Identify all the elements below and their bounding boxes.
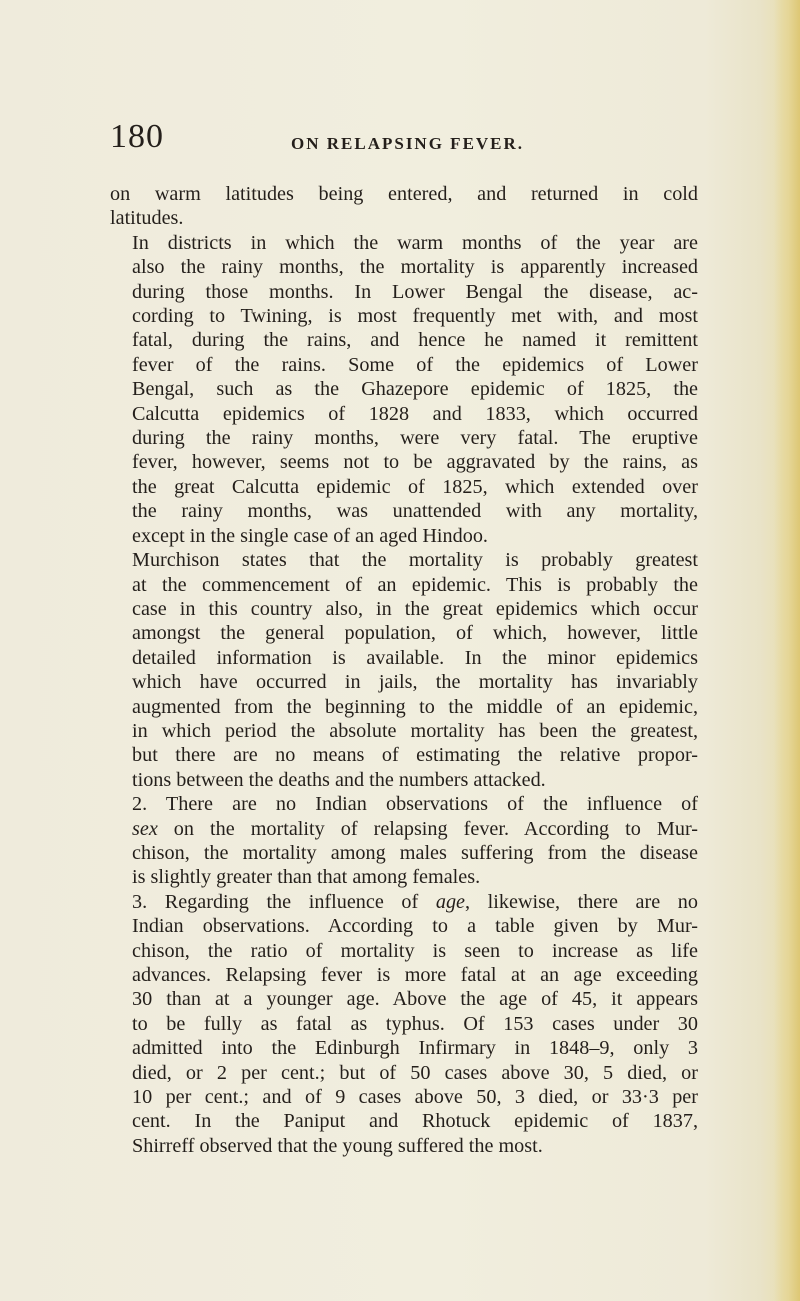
paragraph-continuation [110,182,698,231]
text-line: is slightly greater than that among females. [132,866,481,889]
paragraph-sex [110,792,698,890]
text-line: but there are no means of estimating the relative propor- [132,744,698,767]
text-line: In districts in which the warm months of the year are [132,231,698,254]
page-header [110,120,710,170]
text-line: 10 per cent.; and of 9 cases above 50, 3 died, or 33·3 per [132,1086,698,1109]
text-line: died, or 2 per cent.; but of 50 cases above 30, 5 died, or [132,1061,698,1084]
text-line [110,890,698,914]
text-line: advances. Relapsing fever is more fatal at an age exceeding [132,964,698,986]
paragraph-age [110,890,698,1158]
text-line: Shirreff observed that the young suffered the most. [132,1134,543,1157]
text-line: tions between the deaths and the numbers attacked. [132,768,546,791]
running-title: ON RELAPSING FEVER. [291,134,525,153]
text-fragment: on the mortality of relapsing fever. According to Mur- [157,817,698,840]
italic-term-age: age [435,890,466,913]
text-line: amongst the general population, of which, however, little [132,622,698,645]
text-line: 30 than at a younger age. Above the age of 45, it appears [132,988,698,1011]
text-line: the rainy months, was unattended with any mortality, [132,500,698,523]
text-line: Murchison states that the mortality is probably greatest [132,549,698,572]
text-line: cent. In the Paniput and Rhotuck epidemic of 1837, [132,1110,698,1133]
text-line: on warm latitudes being entered, and returned in cold [110,183,698,205]
text-line: Calcutta epidemics of 1828 and 1833, which occurred [132,402,698,425]
text-line: at the commencement of an epidemic. This is probably the [132,573,698,596]
text-line: to be fully as fatal as typhus. Of 153 cases under 30 [132,1012,698,1035]
page-body [110,182,698,1158]
page-edge-shadow [774,0,800,1301]
paragraph-rainy-months [110,231,698,548]
page-number: 180 [110,118,164,155]
text-line: cording to Twining, is most frequently met with, and most [132,305,698,328]
text-line: except in the single case of an aged Hindoo. [132,524,488,547]
text-line: which have occurred in jails, the mortality has invariably [132,671,698,694]
text-line: admitted into the Edinburgh Infirmary in 1848–9, only 3 [132,1037,698,1060]
text-line: Bengal, such as the Ghazepore epidemic of 1825, the [132,378,698,401]
text-line: case in this country also, in the great epidemics which occur [132,597,698,620]
text-line: 2. There are no Indian observations of the influence of [132,793,698,816]
italic-term-sex: sex [132,817,158,840]
text-line: latitudes. [110,207,184,230]
text-line: augmented from the beginning to the middle of an epidemic, [132,695,698,718]
text-line: in which period the absolute mortality has been the greatest, [132,719,698,742]
text-fragment: 3. Regarding the influence of [132,890,436,913]
text-line: during those months. In Lower Bengal the disease, ac- [132,280,698,303]
text-line: the great Calcutta epidemic of 1825, which extended over [132,475,698,498]
paragraph-murchison [110,548,698,792]
text-line: fatal, during the rains, and hence he named it remittent [132,329,698,352]
text-line: chison, the ratio of mortality is seen to increase as life [132,939,698,962]
text-fragment: , likewise, there are no [465,890,698,913]
text-line: detailed information is available. In the minor epidemics [132,646,698,669]
text-line: Indian observations. According to a table given by Mur- [132,915,698,938]
text-line: during the rainy months, were very fatal. The eruptive [132,427,698,450]
text-line: fever of the rains. Some of the epidemics of Lower [132,353,698,376]
text-line: chison, the mortality among males suffering from the disease [132,841,698,864]
text-line [110,817,698,841]
text-line: also the rainy months, the mortality is apparently increased [132,256,698,279]
text-line: fever, however, seems not to be aggravated by the rains, as [132,451,698,474]
